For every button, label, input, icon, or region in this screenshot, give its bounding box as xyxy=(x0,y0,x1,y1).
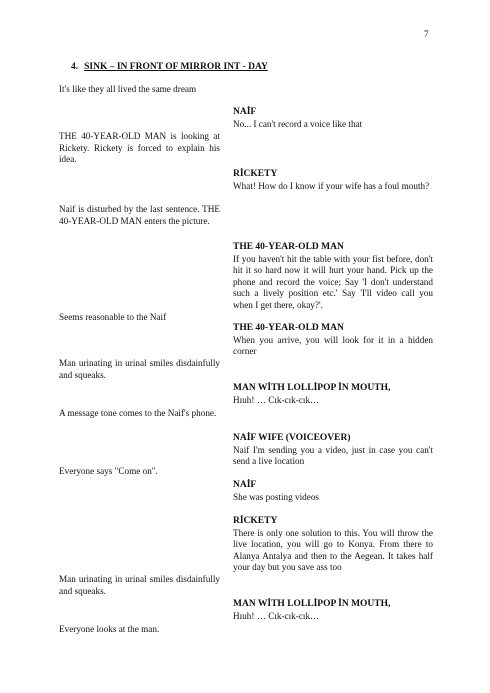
action-line: Everyone says "Come on". xyxy=(59,466,158,476)
dialogue-line: When you arrive, you will look for it in a hidden corner xyxy=(233,334,433,357)
dialogue-block xyxy=(233,599,433,622)
dialogue-block xyxy=(233,383,433,406)
action-line: Everyone looks at the man. xyxy=(59,624,160,634)
character-name: RİCKETY xyxy=(233,169,278,179)
dialogue-block xyxy=(233,169,433,192)
dialogue-line: If you haven't hit the table with your fist before, don't hit it so hard now it will hurt your hand. Pick up the phone and record the voice; Say 'I don't understand such a lively position etc.' Say 'I'll video call you when I get there, okay?'. xyxy=(233,253,433,310)
action-line: Man urinating in urinal smiles disdainfully and squeaks. xyxy=(59,358,220,380)
character-name: NAİF xyxy=(233,480,257,490)
dialogue-line: There is only one solution to this. You will throw the live location, you will go to Konya. From there to Alanya Antalya and then to the Aegean. It takes half your day but you save ass too xyxy=(233,527,433,573)
page-number: 7 xyxy=(424,29,429,39)
dialogue-line: Hıuh! … Cık-cık-cık… xyxy=(233,394,320,405)
character-name: THE 40-YEAR-OLD MAN xyxy=(233,323,344,333)
character-name: MAN WİTH LOLLİPOP İN MOUTH, xyxy=(233,599,391,609)
character-name: THE 40-YEAR-OLD MAN xyxy=(233,242,344,252)
dialogue-line: No... I can't record a voice like that xyxy=(233,118,363,129)
action-line: A message tone comes to the Naif's phone. xyxy=(59,408,217,418)
character-name: RİCKETY xyxy=(233,516,278,526)
action-line: THE 40-YEAR-OLD MAN is looking at Rickety. Rickety is forced to explain his idea. xyxy=(59,131,220,165)
dialogue-block xyxy=(233,480,433,503)
scene-title: SINK – IN FRONT OF MIRROR INT - DAY xyxy=(84,62,268,72)
scene-heading xyxy=(71,62,268,72)
dialogue-block xyxy=(233,242,433,312)
scene-number: 4. xyxy=(71,62,79,72)
character-name: NAİF WIFE (VOICEOVER) xyxy=(233,433,351,443)
dialogue-line: She was posting videos xyxy=(233,491,320,502)
action-line: Naif is disturbed by the last sentence. THE 40-YEAR-OLD MAN enters the picture. xyxy=(59,204,220,226)
character-name: NAİF xyxy=(233,107,257,117)
action-line: Seems reasonable to the Naif xyxy=(59,312,167,322)
dialogue-block xyxy=(233,323,433,358)
dialogue-line: Hıuh! … Cık-cık-cık… xyxy=(233,610,320,621)
dialogue-block xyxy=(233,516,433,574)
action-line: Man urinating in urinal smiles disdainfully and squeaks. xyxy=(59,574,220,596)
character-name: MAN WİTH LOLLİPOP İN MOUTH, xyxy=(233,383,391,393)
action-line: It's like they all lived the same dream xyxy=(59,84,197,94)
dialogue-block xyxy=(233,433,433,468)
dialogue-line: What! How do I know if your wife has a foul mouth? xyxy=(233,180,430,191)
dialogue-line: Naif I'm sending you a video, just in case you can't send a live location xyxy=(233,444,433,467)
dialogue-block xyxy=(233,107,433,130)
